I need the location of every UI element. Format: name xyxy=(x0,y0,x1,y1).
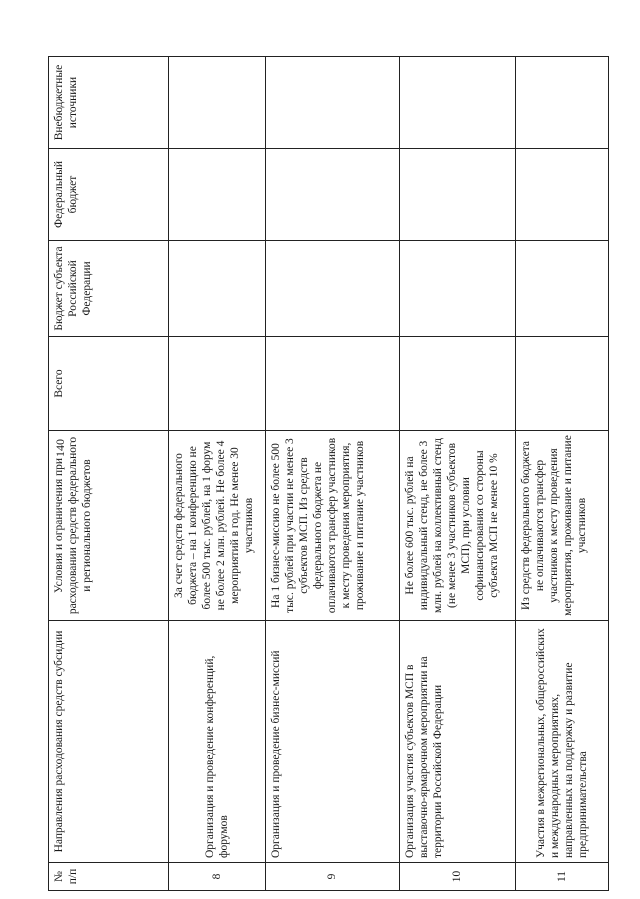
subsidy-table-sheet xyxy=(48,57,608,891)
header-conditions: Условия и ограничения при расходовании средств федерального и регионального бюджетов xyxy=(49,431,169,621)
header-regional: Бюджет субъекта Российской Федерации xyxy=(49,241,169,337)
row-federal xyxy=(400,149,516,241)
row-direction: Участия в межрегиональных, общероссийских и международных мероприятиях, направленных на поддержку и развитие предпринимательства xyxy=(516,621,609,863)
row-extra xyxy=(266,57,400,149)
row-direction: Организация участия субъектов МСП в выставочно-ярмарочном мероприятии на территории Российской Федерации xyxy=(400,621,516,863)
page-number: 140 xyxy=(53,439,67,457)
table-header-row xyxy=(49,57,169,891)
row-regional xyxy=(169,241,266,337)
row-conditions: За счет средств федерального бюджета – на 1 конференцию не более 500 тыс. рублей, на 1 форум не более 2 млн. рублей. Не более 4 мероприятий в год. Не менее 30 участников xyxy=(169,431,266,621)
row-num: 10 xyxy=(400,863,516,891)
header-direction: Направления расходования средств субсидии xyxy=(49,621,169,863)
header-extra: Внебюджетные источники xyxy=(49,57,169,149)
row-conditions: На 1 бизнес-миссию не более 500 тыс. рублей при участии не менее 3 субъектов МСП. Из средств федерального бюджета не оплачиваются трансфер участников к месту проведения мероприятия, проживание и питание участников xyxy=(266,431,400,621)
row-direction: Организация и проведение конференций, форумов xyxy=(169,621,266,863)
row-regional xyxy=(400,241,516,337)
header-federal: Федеральный бюджет xyxy=(49,149,169,241)
row-total xyxy=(400,337,516,431)
subsidy-table xyxy=(48,56,609,891)
header-total: Всего xyxy=(49,337,169,431)
row-regional xyxy=(266,241,400,337)
row-direction: Организация и проведение бизнес-миссий xyxy=(266,621,400,863)
table-row xyxy=(516,57,609,891)
row-extra xyxy=(516,57,609,149)
row-total xyxy=(266,337,400,431)
row-regional xyxy=(516,241,609,337)
row-total xyxy=(516,337,609,431)
row-total xyxy=(169,337,266,431)
table-row xyxy=(400,57,516,891)
row-federal xyxy=(516,149,609,241)
table-row xyxy=(169,57,266,891)
row-federal xyxy=(266,149,400,241)
row-num: 8 xyxy=(169,863,266,891)
row-conditions: Не более 600 тыс. рублей на индивидуальный стенд, не более 3 млн. рублей на коллективный стенд (не менее 3 участников субъектов МСП), при условии софинансирования со стороны субъекта МСП не менее 10 % xyxy=(400,431,516,621)
row-federal xyxy=(169,149,266,241)
table-row xyxy=(266,57,400,891)
row-conditions: Из средств федерального бюджета не оплачиваются трансфер участников к месту проведения мероприятия, проживание и питание участников xyxy=(516,431,609,621)
row-num: 11 xyxy=(516,863,609,891)
row-extra xyxy=(169,57,266,149)
row-extra xyxy=(400,57,516,149)
row-num: 9 xyxy=(266,863,400,891)
header-num: № п/п xyxy=(49,863,169,891)
